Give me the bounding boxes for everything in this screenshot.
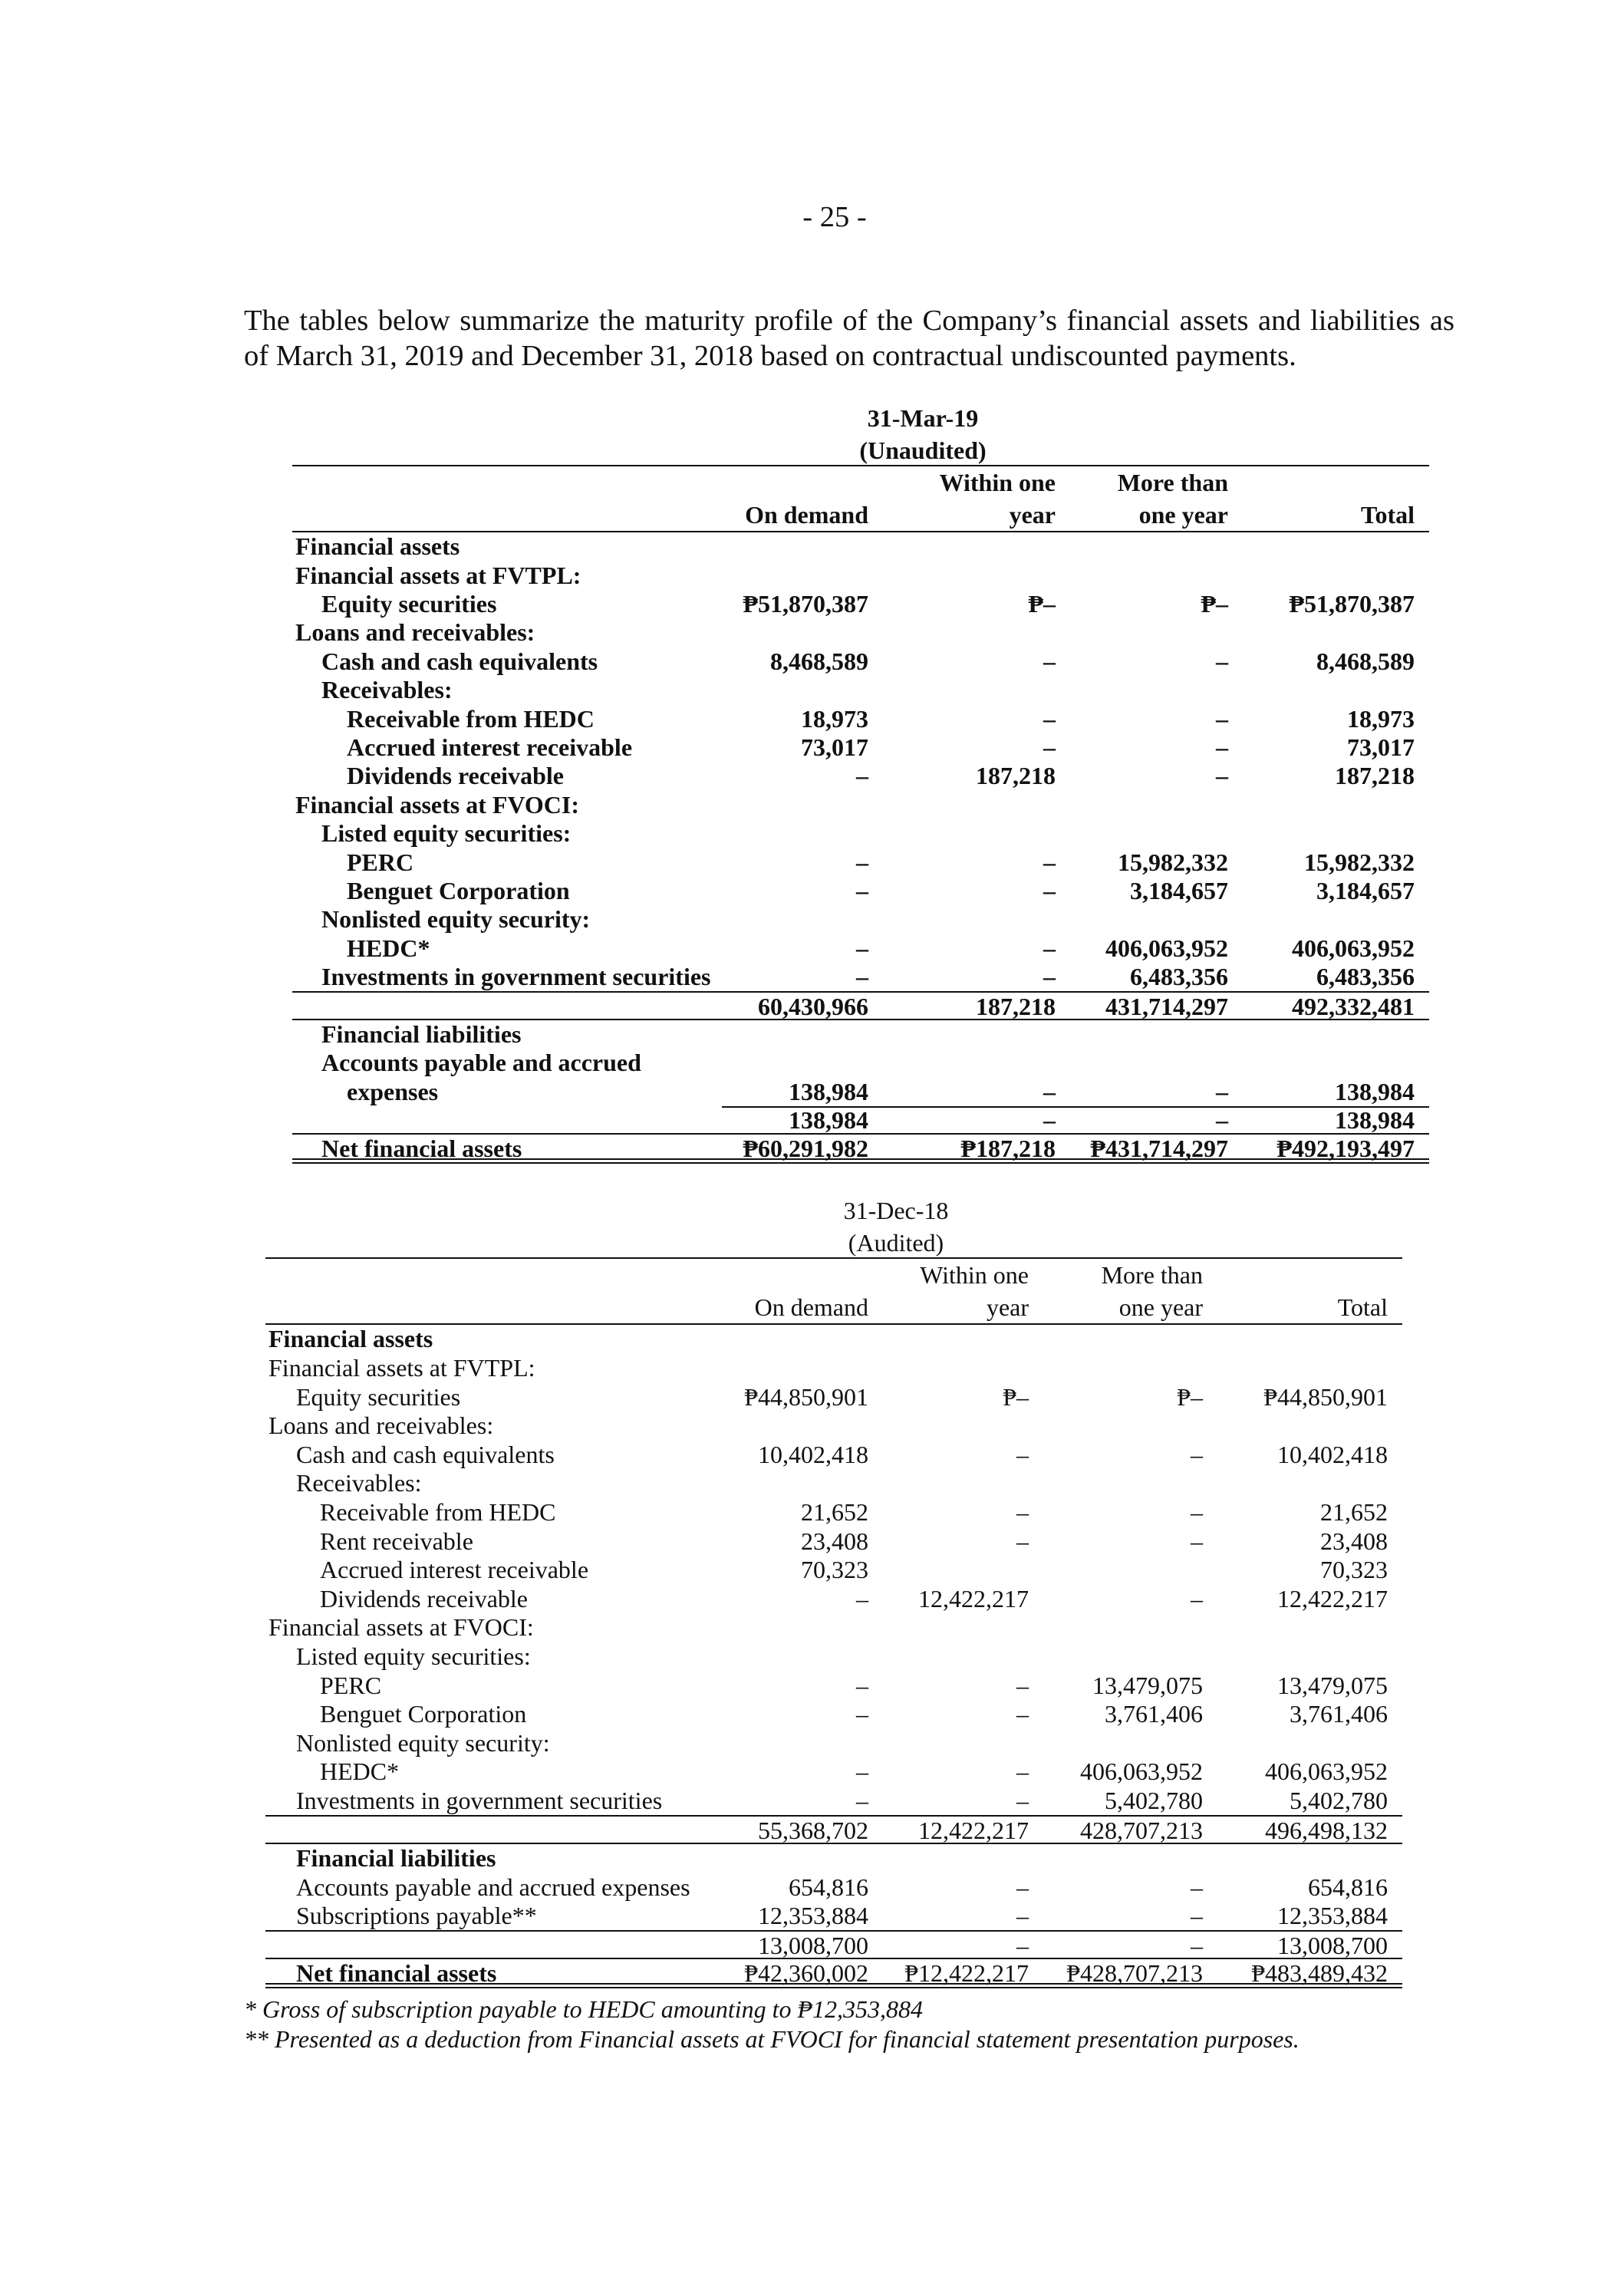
more-than-one-year-value: 15,982,332 <box>1118 848 1228 876</box>
line-item-row <box>292 704 1429 733</box>
more-than-one-year-value: – <box>1216 1105 1228 1134</box>
column-header-more-than-one-year: More than <box>1117 469 1228 497</box>
more-than-one-year-value: 13,479,075 <box>1092 1671 1203 1699</box>
total-value: ₱51,870,387 <box>1289 590 1415 618</box>
within-one-year-value: – <box>1016 1527 1029 1555</box>
within-one-year-value: – <box>1016 1873 1029 1901</box>
total-value: 6,483,356 <box>1316 963 1415 991</box>
on-demand-value: 21,652 <box>801 1497 868 1526</box>
group-heading-row <box>265 1412 1402 1441</box>
row-label: Receivable from HEDC <box>320 1497 556 1526</box>
total-value: 496,498,132 <box>1265 1817 1388 1845</box>
more-than-one-year-value: – <box>1191 1932 1203 1960</box>
on-demand-value: 654,816 <box>789 1873 868 1901</box>
row-label: HEDC* <box>320 1757 400 1786</box>
group-heading-row <box>265 1354 1402 1383</box>
total-value: 12,353,884 <box>1277 1902 1388 1930</box>
on-demand-value: 10,402,418 <box>758 1440 868 1468</box>
on-demand-value: 12,353,884 <box>758 1902 868 1930</box>
row-label: PERC <box>320 1671 382 1699</box>
more-than-one-year-value: – <box>1216 762 1228 790</box>
total-value: 23,408 <box>1320 1527 1388 1555</box>
on-demand-value: – <box>856 848 868 876</box>
within-one-year-value: – <box>1043 1105 1056 1134</box>
on-demand-value: – <box>856 762 868 790</box>
row-label: Listed equity securities: <box>321 819 572 848</box>
row-label: Equity securities <box>321 590 497 618</box>
row-label: Financial assets at FVTPL: <box>268 1353 535 1382</box>
net-total-row <box>292 1135 1429 1163</box>
row-label: Net financial assets <box>296 1959 497 1988</box>
total-value: 406,063,952 <box>1292 934 1415 962</box>
line-item-row <box>292 647 1429 676</box>
total-value: 654,816 <box>1308 1873 1388 1901</box>
row-label: Accounts payable and accrued expenses <box>296 1873 690 1901</box>
group-heading-row <box>265 1642 1402 1672</box>
within-one-year-value: – <box>1043 934 1056 962</box>
more-than-one-year-value: 5,402,780 <box>1105 1786 1203 1814</box>
line-item-row <box>292 762 1429 790</box>
row-label: Equity securities <box>296 1382 461 1411</box>
line-item-row <box>292 934 1429 962</box>
within-one-year-value: – <box>1043 963 1056 991</box>
within-one-year-value: ₱187,218 <box>960 1135 1056 1163</box>
on-demand-value: 138,984 <box>789 1077 868 1105</box>
line-item-row <box>265 1498 1402 1527</box>
on-demand-value: 8,468,589 <box>770 647 868 675</box>
line-item-row <box>265 1873 1402 1902</box>
on-demand-value: ₱60,291,982 <box>743 1135 868 1163</box>
within-one-year-value: – <box>1016 1757 1029 1786</box>
within-one-year-value: 187,218 <box>976 762 1056 790</box>
group-heading-row <box>265 1728 1402 1757</box>
more-than-one-year-value: 406,063,952 <box>1105 934 1228 962</box>
within-one-year-value: – <box>1016 1700 1029 1728</box>
line-item-row <box>292 963 1429 991</box>
total-value: 3,761,406 <box>1290 1700 1388 1728</box>
total-value: 73,017 <box>1347 733 1415 762</box>
column-header-row <box>265 1259 1402 1292</box>
column-header-more-than-one-year: one year <box>1138 501 1228 529</box>
total-value: 10,402,418 <box>1277 1440 1388 1468</box>
maturity-table-march-2019 <box>292 400 1429 1164</box>
on-demand-value: ₱42,360,002 <box>744 1959 868 1988</box>
column-header-row <box>292 466 1429 499</box>
row-label: Cash and cash equivalents <box>296 1440 555 1468</box>
section-heading-row <box>265 1325 1402 1354</box>
column-header-more-than-one-year: one year <box>1118 1293 1203 1322</box>
row-label: Rent receivable <box>320 1527 473 1555</box>
more-than-one-year-value: – <box>1191 1873 1203 1901</box>
row-label: Subscriptions payable** <box>296 1902 537 1930</box>
maturity-table-december-2018 <box>265 1193 1402 1988</box>
row-label: Loans and receivables: <box>268 1412 494 1440</box>
more-than-one-year-value: – <box>1191 1902 1203 1930</box>
table-title-block <box>292 400 1429 466</box>
group-heading-row <box>292 819 1429 848</box>
line-item-row <box>292 1077 1429 1105</box>
row-label: Loans and receivables: <box>295 618 535 647</box>
on-demand-value: 55,368,702 <box>758 1817 868 1845</box>
row-label: PERC <box>347 848 414 876</box>
within-one-year-value: ₱12,422,217 <box>904 1959 1029 1988</box>
total-value: ₱492,193,497 <box>1276 1135 1415 1163</box>
on-demand-value: 73,017 <box>801 733 868 762</box>
column-header-row <box>265 1292 1402 1325</box>
within-one-year-value: ₱– <box>1028 590 1056 618</box>
within-one-year-value: 12,422,217 <box>918 1817 1029 1845</box>
table-title-block <box>265 1193 1402 1259</box>
total-value: 3,184,657 <box>1316 876 1415 904</box>
more-than-one-year-value: 6,483,356 <box>1130 963 1228 991</box>
table-body <box>265 1325 1402 1988</box>
more-than-one-year-value: 406,063,952 <box>1080 1757 1203 1786</box>
group-heading-row <box>292 905 1429 934</box>
total-value: 21,652 <box>1320 1497 1388 1526</box>
within-one-year-value: – <box>1043 1077 1056 1105</box>
row-label: Financial assets at FVOCI: <box>268 1613 534 1642</box>
column-header-within-one-year: year <box>1009 501 1056 529</box>
more-than-one-year-value: – <box>1191 1440 1203 1468</box>
group-heading-row <box>265 1613 1402 1642</box>
row-label: Cash and cash equivalents <box>321 647 598 675</box>
on-demand-value: – <box>856 1700 868 1728</box>
total-value: 138,984 <box>1335 1105 1415 1134</box>
total-value: 13,008,700 <box>1277 1932 1388 1960</box>
line-item-row <box>265 1700 1402 1729</box>
more-than-one-year-value: ₱431,714,297 <box>1090 1135 1228 1163</box>
row-label: Listed equity securities: <box>296 1642 531 1670</box>
subtotal-row <box>292 991 1429 1020</box>
row-label: Receivable from HEDC <box>347 704 595 733</box>
row-label: Benguet Corporation <box>320 1700 527 1728</box>
more-than-one-year-value: ₱– <box>1177 1382 1203 1411</box>
total-value: ₱483,489,432 <box>1251 1959 1388 1988</box>
more-than-one-year-value: – <box>1191 1497 1203 1526</box>
within-one-year-value: – <box>1043 733 1056 762</box>
column-header-more-than-one-year: More than <box>1101 1261 1203 1290</box>
line-item-row <box>292 733 1429 762</box>
table-subtitle: (Audited) <box>848 1229 944 1257</box>
total-value: 18,973 <box>1347 704 1415 733</box>
more-than-one-year-value: 431,714,297 <box>1105 993 1228 1021</box>
subtotal-row <box>292 1106 1429 1135</box>
more-than-one-year-value: 428,707,213 <box>1080 1817 1203 1845</box>
line-item-row <box>265 1382 1402 1412</box>
row-label: Benguet Corporation <box>347 876 570 904</box>
row-label: Nonlisted equity security: <box>321 905 591 934</box>
on-demand-value: 70,323 <box>801 1556 868 1584</box>
line-item-row <box>292 590 1429 618</box>
more-than-one-year-value: ₱– <box>1201 590 1228 618</box>
row-label: HEDC* <box>347 934 430 962</box>
on-demand-value: – <box>856 876 868 904</box>
column-header-within-one-year: Within one <box>920 1261 1029 1290</box>
table-subtitle: (Unaudited) <box>859 436 987 464</box>
total-value: 406,063,952 <box>1265 1757 1388 1786</box>
row-label: Accrued interest receivable <box>320 1556 589 1584</box>
row-label: Financial assets <box>268 1325 433 1353</box>
within-one-year-value: – <box>1043 704 1056 733</box>
subtotal-row <box>265 1930 1402 1959</box>
row-label: Financial liabilities <box>321 1020 522 1048</box>
table-title: 31-Mar-19 <box>867 404 979 432</box>
on-demand-value: ₱44,850,901 <box>744 1382 868 1411</box>
line-item-row <box>265 1757 1402 1787</box>
column-header-row <box>292 499 1429 532</box>
row-label: Financial liabilities <box>296 1844 496 1873</box>
within-one-year-value: – <box>1016 1902 1029 1930</box>
group-heading-row <box>265 1469 1402 1498</box>
on-demand-value: – <box>856 1671 868 1699</box>
column-header-total: Total <box>1337 1293 1388 1322</box>
group-heading-row <box>292 618 1429 647</box>
total-value: ₱44,850,901 <box>1263 1382 1388 1411</box>
line-item-row <box>265 1527 1402 1556</box>
row-label: Financial assets at FVOCI: <box>295 790 580 819</box>
more-than-one-year-value: 3,184,657 <box>1130 876 1228 904</box>
subtotal-row <box>265 1815 1402 1844</box>
row-label: Accounts payable and accrued <box>321 1049 641 1077</box>
row-label: Dividends receivable <box>320 1584 528 1612</box>
section-heading-row <box>292 532 1429 561</box>
within-one-year-value: – <box>1016 1786 1029 1814</box>
within-one-year-value: 12,422,217 <box>918 1584 1029 1612</box>
on-demand-value: – <box>856 1786 868 1814</box>
column-header-on-demand: On demand <box>745 501 868 529</box>
section-heading-row <box>265 1844 1402 1873</box>
group-heading-row <box>292 561 1429 589</box>
row-label: Financial assets at FVTPL: <box>295 561 581 589</box>
more-than-one-year-value: – <box>1216 704 1228 733</box>
on-demand-value: 60,430,966 <box>758 993 868 1021</box>
on-demand-value: – <box>856 963 868 991</box>
more-than-one-year-value: ₱428,707,213 <box>1066 1959 1203 1988</box>
column-header-within-one-year: Within one <box>939 469 1056 497</box>
intro-paragraph-line: The tables below summarize the maturity profile of the Company’s financial assets and liabilities as <box>244 305 1454 337</box>
total-value: 8,468,589 <box>1316 647 1415 675</box>
on-demand-value: – <box>856 934 868 962</box>
row-label: expenses <box>347 1077 439 1105</box>
on-demand-value: ₱51,870,387 <box>743 590 868 618</box>
on-demand-value: 23,408 <box>801 1527 868 1555</box>
line-item-row <box>265 1584 1402 1613</box>
within-one-year-value: – <box>1016 1671 1029 1699</box>
more-than-one-year-value: – <box>1216 733 1228 762</box>
line-item-row <box>265 1787 1402 1816</box>
within-one-year-value: – <box>1016 1440 1029 1468</box>
intro-paragraph-line: of March 31, 2019 and December 31, 2018 based on contractual undiscounted payments. <box>244 340 1296 372</box>
group-heading-row <box>292 676 1429 704</box>
more-than-one-year-value: 3,761,406 <box>1105 1700 1203 1728</box>
total-value: 70,323 <box>1320 1556 1388 1584</box>
row-label: Nonlisted equity security: <box>296 1728 550 1757</box>
total-value: 15,982,332 <box>1304 848 1415 876</box>
row-label: Dividends receivable <box>347 762 564 790</box>
page-number: - 25 - <box>802 201 867 233</box>
more-than-one-year-value: – <box>1216 1077 1228 1105</box>
footnote: * Gross of subscription payable to HEDC amounting to ₱12,353,884 <box>244 1995 924 2023</box>
within-one-year-value: – <box>1016 1497 1029 1526</box>
on-demand-value: – <box>856 1757 868 1786</box>
within-one-year-value: – <box>1043 876 1056 904</box>
on-demand-value: 138,984 <box>789 1105 868 1134</box>
total-value: 12,422,217 <box>1277 1584 1388 1612</box>
total-value: 187,218 <box>1335 762 1415 790</box>
footnote: ** Presented as a deduction from Financial assets at FVOCI for financial statement presentation purposes. <box>244 2025 1300 2053</box>
net-total-row <box>265 1959 1402 1988</box>
more-than-one-year-value: – <box>1191 1527 1203 1555</box>
row-label: Accrued interest receivable <box>347 733 633 762</box>
on-demand-value: 18,973 <box>801 704 868 733</box>
column-header-on-demand: On demand <box>754 1293 868 1322</box>
line-item-row <box>265 1556 1402 1585</box>
line-item-row <box>265 1902 1402 1931</box>
on-demand-value: 13,008,700 <box>758 1932 868 1960</box>
table-body <box>292 532 1429 1164</box>
within-one-year-value: – <box>1043 848 1056 876</box>
line-item-row <box>265 1671 1402 1700</box>
column-header-within-one-year: year <box>986 1293 1029 1322</box>
within-one-year-value: ₱– <box>1003 1382 1029 1411</box>
total-value: 492,332,481 <box>1292 993 1415 1021</box>
total-value: 13,479,075 <box>1277 1671 1388 1699</box>
row-label: Investments in government securities <box>296 1786 663 1814</box>
row-label: Receivables: <box>296 1469 422 1497</box>
row-label: Investments in government securities <box>321 963 711 991</box>
line-item-row <box>292 848 1429 876</box>
row-label: Financial assets <box>295 532 460 561</box>
column-header-total: Total <box>1361 501 1415 529</box>
line-item-row <box>292 877 1429 905</box>
within-one-year-value: 187,218 <box>976 993 1056 1021</box>
within-one-year-value: – <box>1043 647 1056 675</box>
group-heading-row <box>292 791 1429 819</box>
total-value: 138,984 <box>1335 1077 1415 1105</box>
section-heading-row <box>292 1020 1429 1049</box>
row-label: Net financial assets <box>321 1135 522 1163</box>
within-one-year-value: – <box>1016 1932 1029 1960</box>
on-demand-value: – <box>856 1584 868 1612</box>
more-than-one-year-value: – <box>1216 647 1228 675</box>
total-value: 5,402,780 <box>1290 1786 1388 1814</box>
row-label: Receivables: <box>321 676 453 704</box>
group-heading-row <box>292 1049 1429 1077</box>
more-than-one-year-value: – <box>1191 1584 1203 1612</box>
table-title: 31-Dec-18 <box>843 1197 949 1224</box>
line-item-row <box>265 1440 1402 1469</box>
